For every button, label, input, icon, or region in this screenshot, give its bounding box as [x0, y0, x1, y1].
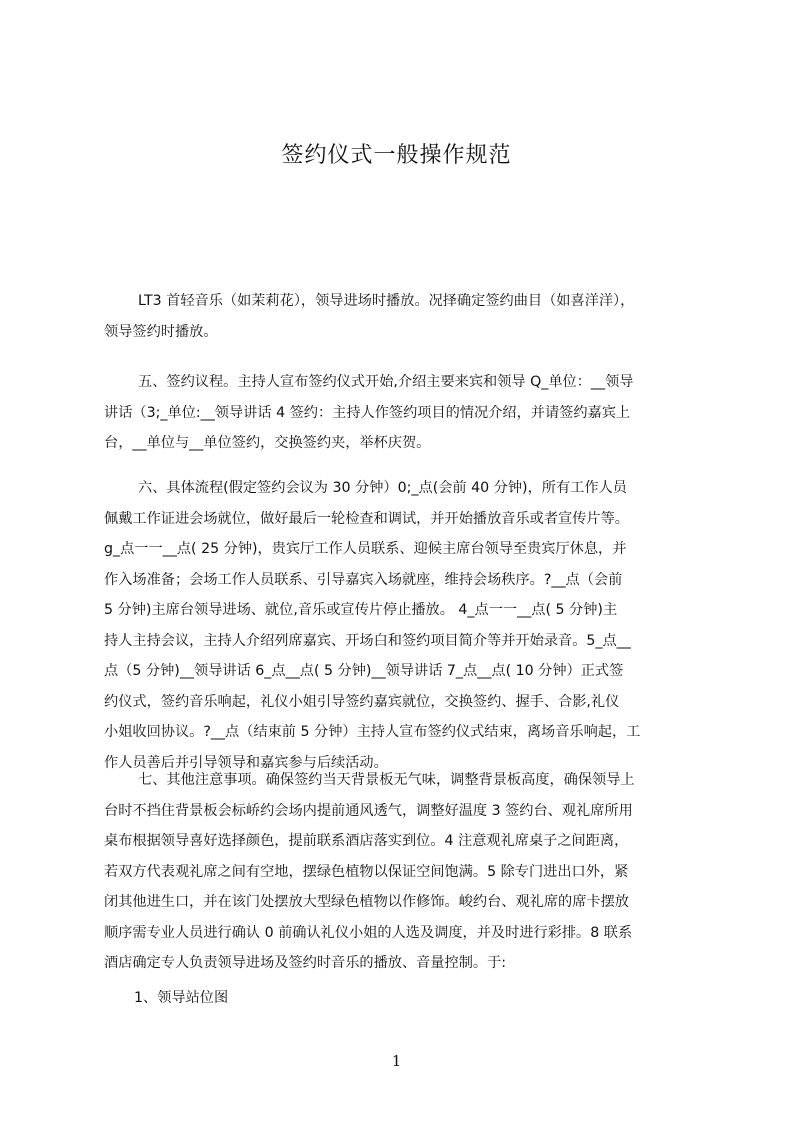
- text-line: 作人员善后并引导领导和嘉宾参与后续活动。: [104, 754, 388, 771]
- text-line: 酒店确定专人负责领导进场及签约时音乐的播放、音量控制。于:: [104, 955, 507, 971]
- text-line: 5 分钟)主席台领导进场、就位,音乐或宣传片停止播放。 4_点一一__点( 5 分钟)主: [104, 602, 618, 618]
- text-line: 作入场准备；会场工作人员联系、引导嘉宾入场就座，维持会场秩序。?__点（会前: [104, 571, 623, 588]
- text-line: 台，__单位与__单位签约，交换签约夹，举杯庆贺。: [104, 435, 431, 451]
- text-line: 五、签约议程。主持人宣布签约仪式开始,介绍主要来宾和领导 Q_单位：__领导: [138, 374, 634, 390]
- text-line: g_点一一__点( 25 分钟)，贵宾厅工作人员联系、迎候主席台领导至贵宾厅休息，并: [104, 541, 627, 557]
- text-line: 佩戴工作证进会场就位，做好最后一轮检查和调试，并开始播放音乐或者宣传片等。: [104, 510, 629, 527]
- text-line: 讲话（3;_单位:__领导讲话 4 签约：主持人作签约项目的情况介绍，并请签约嘉宾上: [104, 404, 631, 421]
- text-line: 持人主持会议，主持人介绍列席嘉宾、开场白和签约项目简介等并开始录音。5_点__: [104, 632, 631, 649]
- text-line: LT3 首轻音乐（如茉莉花），领导进场时播放。况择确定签约曲目（如喜洋洋），: [138, 293, 635, 309]
- text-line: 顺序需专业人员进行确认 0 前确认礼仪小姐的人选及调度，并及时进行彩排。8 联系: [104, 924, 633, 941]
- paragraph-process: [104, 473, 699, 778]
- paragraph-signing-agenda: [104, 367, 699, 459]
- page-number: 1: [391, 1052, 402, 1070]
- section-heading: 1、领导站位图: [134, 990, 229, 1006]
- document-title: 签约仪式一般操作规范: [281, 143, 512, 168]
- text-line: 七、其他注意事项。确保签约当天背景板无气味，调整背景板高度，确保领导上: [138, 772, 635, 788]
- text-line: 小姐收回协议。?__点（结束前 5 分钟）主持人宣布签约仪式结束，离场音乐响起，工: [104, 724, 641, 740]
- text-line: 台时不挡住背景板会标峤约会场内提前通风透气，调整好温度 3 签约台、观礼席所用: [104, 802, 633, 819]
- text-line: 领导签约时播放。: [104, 323, 218, 340]
- text-line: 若双方代表观礼席之间有空地，摆绿色植物以保证空间饱满。5 除专门进出口外，紧: [104, 863, 629, 880]
- paragraph-music: [104, 286, 699, 347]
- paragraph-notes: [104, 765, 699, 979]
- text-line: 点（5 分钟)__领导讲话 6_点__点( 5 分钟)__领导讲话 7_点__点( 10 分钟）正式签: [104, 663, 624, 679]
- text-line: 闭其他进生口，并在该门处摆放大型绿色植物以作修饰。峻约台、观礼席的席卡摆放: [104, 894, 629, 910]
- text-line: 六、具体流程(假定签约会议为 30 分钟）0;_点(会前 40 分钟)，所有工作人员: [138, 480, 627, 496]
- text-line: 桌布根据领导喜好选择颜色，提前联系酒店落实到位。4 注意观礼席桌子之间距离，: [104, 833, 629, 849]
- text-line: 约仪式，签约音乐响起，礼仪小姐引导签约嘉宾就位，交换签约、握手、合影,礼仪: [104, 693, 620, 710]
